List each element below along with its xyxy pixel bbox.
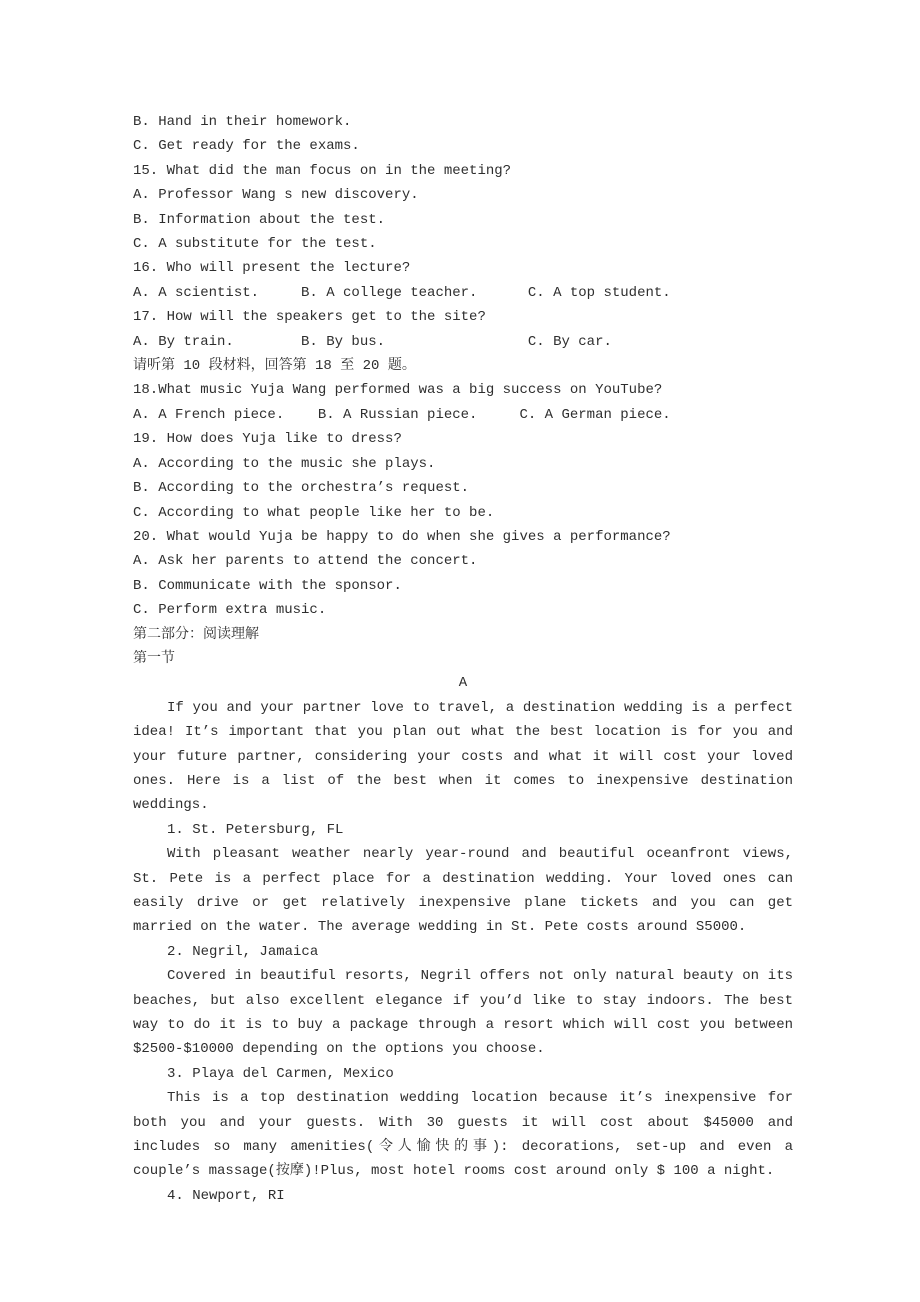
question-line: 18.What music Yuja Wang performed was a big success on YouTube?: [133, 382, 663, 399]
section-one-heading: 第一节: [133, 650, 175, 667]
passage-paragraph: Covered in beautiful resorts, Negril offers not only natural beauty on its beaches, but also excellent elegance if you’d like to stay indoors. The best way to do it is to buy a package through a resort which will cost you between $2500-$10000 depending on the options you choose.: [133, 968, 793, 1058]
passage-paragraph: With pleasant weather nearly year-round and beautiful oceanfront views, St. Pete is a perfect place for a destination wedding. Your loved ones can easily drive or get relatively inexpensive plane tickets and you can get married on the water. The average wedding in St. Pete costs around S5000.: [133, 846, 793, 936]
answer-option-line: A. Professor Wang s new discovery.: [133, 187, 419, 204]
list-item-heading: 1. St. Petersburg, FL: [167, 821, 344, 838]
answer-option-line: B. Communicate with the sponsor.: [133, 577, 402, 594]
passage-a-heading: A: [458, 675, 468, 692]
passage-paragraph: This is a top destination wedding location because it’s inexpensive for both you and your guests. With 30 guests it will cost about $45000 and includes so many amenities(令人愉快的事): decorations, set-up and even a couple’s massage(按摩)!Plus, most hotel rooms cost around only $ 100 a night.: [133, 1090, 793, 1180]
answer-option-line: A. According to the music she plays.: [133, 455, 436, 472]
document-content: [133, 110, 793, 1208]
list-item-heading: 3. Playa del Carmen, Mexico: [167, 1065, 394, 1082]
answer-option-line: C. Perform extra music.: [133, 602, 327, 619]
answer-option-line: B. According to the orchestra’s request.: [133, 480, 470, 497]
answer-option-row: A. By train. B. By bus. C. By car.: [133, 333, 612, 350]
answer-option-line: A. Ask her parents to attend the concert.: [133, 553, 478, 570]
passage-paragraph: If you and your partner love to travel, a destination wedding is a perfect idea! It’s important that you plan out what the best location is for you and your future partner, considering your costs and what it will cost your loved ones. Here is a list of the best when it comes to inexpensive destination weddings.: [133, 699, 793, 814]
answer-option-line: C. According to what people like her to be.: [133, 504, 495, 521]
question-line: 20. What would Yuja be happy to do when she gives a performance?: [133, 528, 671, 545]
list-item-heading: 2. Negril, Jamaica: [167, 943, 319, 960]
question-line: 15. What did the man focus on in the meeting?: [133, 162, 512, 179]
question-line: 19. How does Yuja like to dress?: [133, 431, 402, 448]
answer-option-line: B. Hand in their homework.: [133, 114, 352, 130]
part-two-heading: 第二部分：阅读理解: [133, 626, 259, 643]
question-line: 16. Who will present the lecture?: [133, 260, 411, 277]
answer-option-line: C. A substitute for the test.: [133, 236, 377, 253]
answer-option-line: C. Get ready for the exams.: [133, 138, 360, 155]
answer-option-row: A. A scientist. B. A college teacher. C. A top student.: [133, 284, 671, 301]
answer-option-line: B. Information about the test.: [133, 211, 386, 228]
list-item-heading: 4. Newport, RI: [167, 1187, 285, 1204]
section-instruction-line: 请听第 10 段材料，回答第 18 至 20 题。: [133, 358, 416, 375]
question-line: 17. How will the speakers get to the site?: [133, 309, 486, 326]
answer-option-row: A. A French piece. B. A Russian piece. C. A German piece.: [133, 406, 671, 423]
